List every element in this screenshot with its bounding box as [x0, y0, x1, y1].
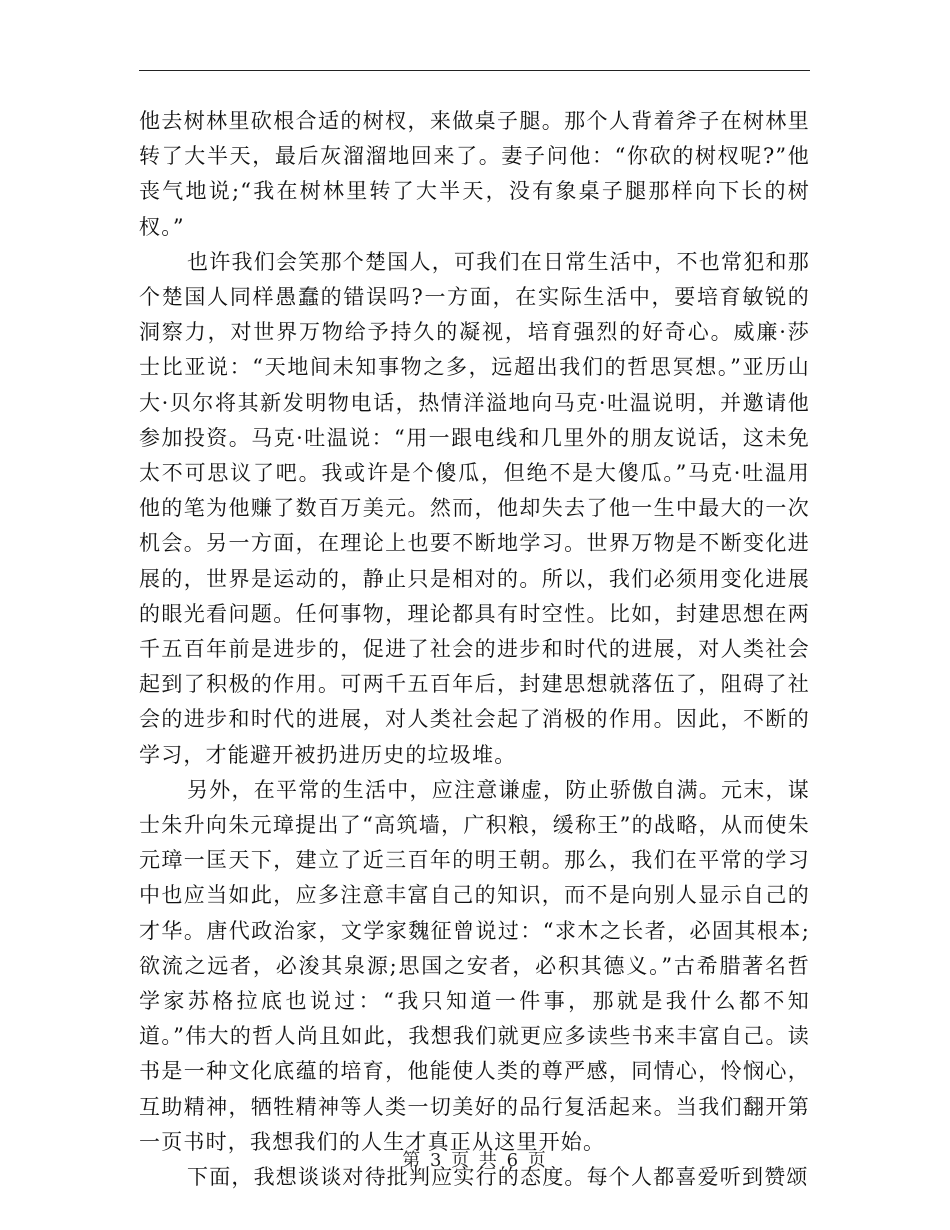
document-body — [139, 104, 810, 1195]
paragraph-modesty: 另外，在平常的生活中，应注意谦虚，防止骄傲自满。元末，谋士朱升向朱元璋提出了“高筑墙，广积粮，缓称王”的战略，从而使朱元璋一匡天下，建立了近三百年的明王朝。那么，我们在平常的学习中也应当如此，应多注意丰富自己的知识，而不是向别人显示自己的才华。唐代政治家，文学家魏征曾说过：“求木之长者，必固其根本;欲流之远者，必浚其泉源;思国之安者，必积其德义。”古希腊著名哲学家苏格拉底也说过：“我只知道一件事，那就是我什么都不知道。”伟大的哲人尚且如此，我想我们就更应多读些书来丰富自己。读书是一种文化底蕴的培育，他能使人类的尊严感，同情心，怜悯心，互助精神，牺牲精神等人类一切美好的品行复活起来。当我们翻开第一页书时，我想我们的人生才真正从这里开始。 — [139, 777, 810, 1154]
paragraph-chu-person: 也许我们会笑那个楚国人，可我们在日常生活中，不也常犯和那个楚国人同样愚蠢的错误吗?一方面，在实际生活中，要培育敏锐的洞察力，对世界万物给予持久的凝视，培育强烈的好奇心。威廉·莎士比亚说：“天地间未知事物之多，远超出我们的哲思冥想。”亚历山大·贝尔将其新发明物电话，热情洋溢地向马克·吐温说明，并邀请他参加投资。马克·吐温说：“用一跟电线和几里外的朋友说话，这未免太不可思议了吧。我或许是个傻瓜，但绝不是大傻瓜。”马克·吐温用他的笔为他赚了数百万美元。然而，他却失去了他一生中最大的一次机会。另一方面，在理论上也要不断地学习。世界万物是不断变化进展的，世界是运动的，静止只是相对的。所以，我们必须用变化进展的眼光看问题。任何事物，理论都具有时空性。比如，封建思想在两千五百年前是进步的，促进了社会的进步和时代的进展，对人类社会起到了积极的作用。可两千五百年后，封建思想就落伍了，阻碍了社会的进步和时代的进展，对人类社会起了消极的作用。因此，不断的学习，才能避开被扔进历史的垃圾堆。 — [139, 249, 810, 767]
paragraph-criticism: 下面，我想谈谈对待批判应实行的态度。每个人都喜爱听到赞颂 — [187, 1165, 809, 1190]
paragraph-continuation: 他去树林里砍根合适的树杈，来做桌子腿。那个人背着斧子在树林里转了大半天，最后灰溜溜地回来了。妻子问他：“你砍的树杈呢?”他丧气地说;“我在树林里转了大半天，没有象桌子腿那样向下长的树杈。” — [139, 109, 810, 239]
page-number-footer: 第 3 页 共 6 页 — [402, 1150, 548, 1171]
header-rule — [139, 70, 810, 71]
